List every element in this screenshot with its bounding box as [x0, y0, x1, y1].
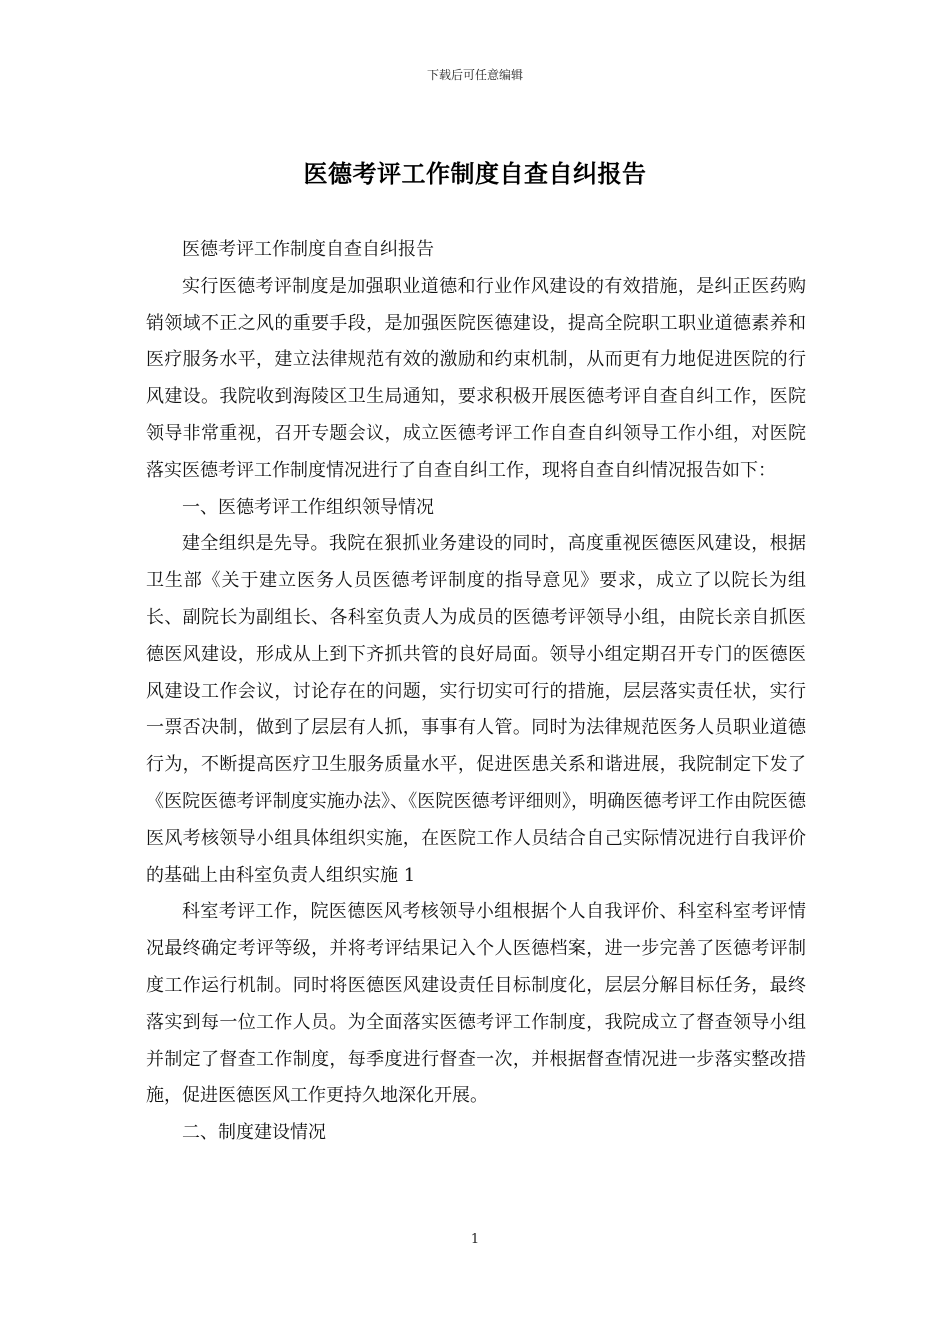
document-title: 医德考评工作制度自查自纠报告: [303, 159, 647, 188]
section-heading-system-building: 二、制度建设情况: [182, 1122, 326, 1144]
paragraph-introduction: 实行医德考评制度是加强职业道德和行业作风建设的有效措施，是纠正医药购销领域不正之风的重要手段，是加强医院医德建设，提高全院职工职业道德素养和医疗服务水平，建立法律规范有效的激励和约束机制，从而更有力地促进医院的行风建设。我院收到海陵区卫生局通知，要求积极开展医德考评自查自纠工作，医院领导非常重视，召开专题会议，成立医德考评工作自查自纠领导工作小组，对医院落实医德考评工作制度情况进行了自查自纠工作，现将自查自纠情况报告如下：: [146, 275, 806, 481]
paragraph-subtitle: 医德考评工作制度自查自纠报告: [182, 239, 434, 260]
header-note: 下载后可任意编辑: [426, 68, 523, 82]
section-heading-organization: 一、医德考评工作组织领导情况: [182, 496, 434, 518]
document-body: [146, 232, 806, 1152]
page-number: 1: [470, 1232, 480, 1247]
paragraph-department-evaluation: 科室考评工作，院医德医风考核领导小组根据个人自我评价、科室科室考评情况最终确定考评等级，并将考评结果记入个人医德档案，进一步完善了医德考评制度工作运行机制。同时将医德医风建设责任目标制度化，层层分解目标任务，最终落实到每一位工作人员。为全面落实医德考评工作制度，我院成立了督查领导小组并制定了督查工作制度，每季度进行督查一次，并根据督查情况进一步落实整改措施，促进医德医风工作更持久地深化开展。: [146, 901, 806, 1107]
paragraph-organization: 建全组织是先导。我院在狠抓业务建设的同时，高度重视医德医风建设，根据卫生部《关于建立医务人员医德考评制度的指导意见》要求，成立了以院长为组长、副院长为副组长、各科室负责人为成员的医德考评领导小组，由院长亲自抓医德医风建设，形成从上到下齐抓共管的良好局面。领导小组定期召开专门的医德医风建设工作会议，讨论存在的问题，实行切实可行的措施，层层落实责任状，实行一票否决制，做到了层层有人抓，事事有人管。同时为法律规范医务人员职业道德行为，不断提高医疗卫生服务质量水平，促进医患关系和谐进展，我院制定下发了《医院医德考评制度实施办法》、《医院医德考评细则》，明确医德考评工作由院医德医风考核领导小组具体组织实施，在医院工作人员结合自己实际情况进行自我评价的基础上由科室负责人组织实施 1: [146, 533, 806, 886]
